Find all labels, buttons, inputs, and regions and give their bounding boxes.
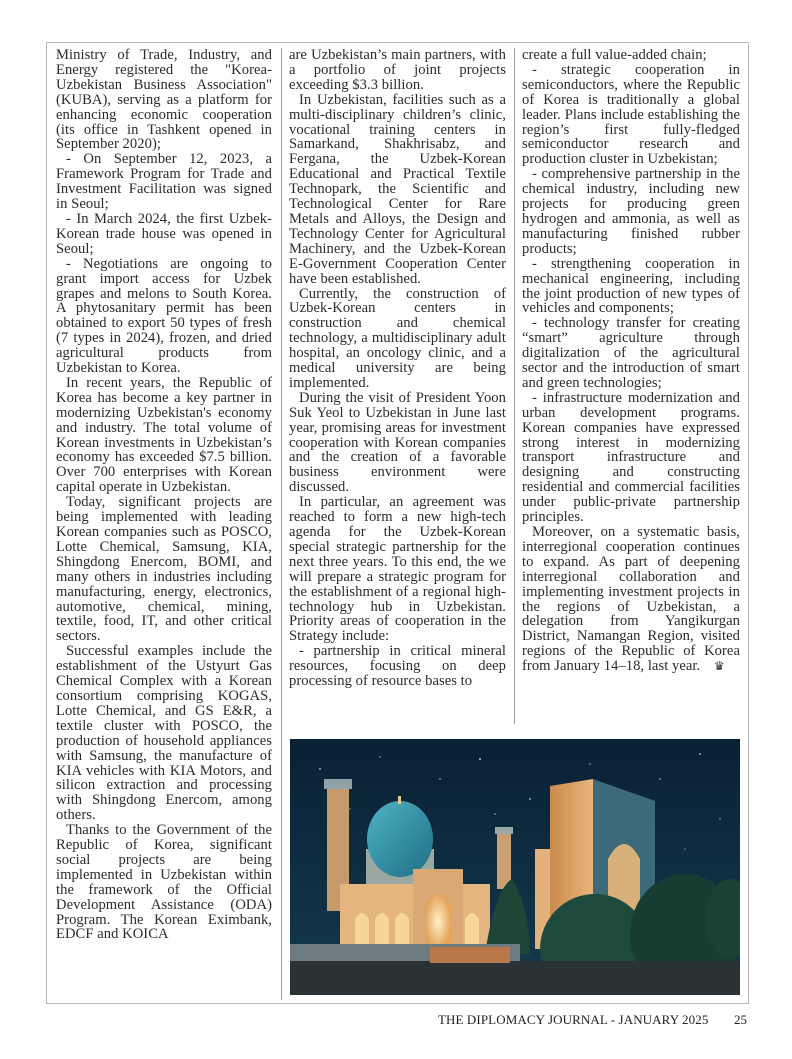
paragraph: - In March 2024, the first Uzbek-Korean trade house was opened in Seoul; (56, 210, 272, 257)
end-of-article-ornament-icon: ♛ (713, 659, 725, 674)
column-divider (281, 48, 282, 1000)
paragraph: In Uzbekistan, facilities such as a multi-disciplinary children’s clinic, vocational training centers in Samarkand, Shakhrisabz, and Fergana, the Uzbek-Korean Educational and Practical Textile Technopark, the Scientific and Technological Center for Rare Metals and Alloys, the Design and Technology Center for Agricultural Machinery, and the Uzbek-Korean E-Government Cooperation Center have been established. (289, 91, 506, 287)
paragraph: - On September 12, 2023, a Framework Program for Trade and Investment Facilitation was signed in Seoul; (56, 151, 272, 213)
paragraph: - strengthening cooperation in mechanical engineering, including the joint production of new types of vehicles and components; (522, 255, 740, 317)
paragraph: - technology transfer for creating “smart” agriculture through digitalization of the agricultural sector and the introduction of smart and green technologies; (522, 315, 740, 391)
paragraph: Ministry of Trade, Industry, and Energy registered the "Korea-Uzbekistan Business Association" (KUBA), serving as a platform for enhancing economic cooperation (its office in Tashkent opened in September 2020); (56, 47, 272, 153)
paragraph: - comprehensive partnership in the chemical industry, including new projects for producing green hydrogen and ammonia, as well as manufacturing finished rubber products; (522, 166, 740, 257)
column-divider (514, 48, 515, 724)
article-column-1 (56, 48, 272, 942)
paragraph: - Negotiations are ongoing to grant import access for Uzbek grapes and melons to South Korea. A phytosanitary permit has been obtained to export 50 types of fresh (7 types in 2024), frozen, and dried agricultural products from Uzbekistan to Korea. (56, 255, 272, 377)
paragraph: During the visit of President Yoon Suk Yeol to Uzbekistan in June last year, promising areas for investment cooperation with Korean companies and the creation of a favorable business environment were discussed. (289, 389, 506, 496)
paragraph: - strategic cooperation in semiconductors, where the Republic of Korea is traditionally a global leader. Plans include establishing the region’s first fully-fledged semiconductor research and production cluster in Uzbekistan; (522, 61, 740, 168)
gur-e-amir-night-photo (290, 739, 740, 995)
article-photo (290, 739, 740, 995)
paragraph: Successful examples include the establishment of the Ustyurt Gas Chemical Complex with a Korean consortium comprising KOGAS, Lotte Chemical, and GS E&R, a textile cluster with POSCO, the production of household appliances with Samsung, the manufacture of KIA vehicles with KIA Motors, and silicon extraction and processing with Shingdong Enercom, among others. (56, 643, 272, 824)
publication-footer: THE DIPLOMACY JOURNAL - JANUARY 2025 (438, 1012, 709, 1027)
paragraph: In recent years, the Republic of Korea has become a key partner in modernizing Uzbekistan's economy and industry. The total volume of Korean investments in Uzbekistan’s economy has exceeded $7.5 billion. Over 700 enterprises with Korean capital operate in Uzbekistan. (56, 374, 272, 496)
paragraph: - partnership in critical mineral resources, focusing on deep processing of resource bases to (289, 643, 506, 690)
paragraph: - infrastructure modernization and urban development programs. Korean companies have expressed strong interest in modernizing transport infrastructure and designing and constructing residential and commercial facilities under public-private partnership principles. (522, 389, 740, 526)
article-column-2 (289, 48, 506, 689)
article-column-3 (522, 48, 740, 674)
paragraph: Today, significant projects are being implemented with leading Korean companies such as POSCO, Lotte Chemical, Samsung, KIA, Shingdong Enercom, BOMI, and many others in industries including manufacturing, energy, electronics, automotive, chemical, mining, textile, food, IT, and other critical sectors. (56, 494, 272, 645)
paragraph: Currently, the construction of Uzbek-Korean centers in construction and chemical technology, a multidisciplinary adult hospital, an oncology clinic, and a medical university are being implemented. (289, 285, 506, 391)
paragraph: are Uzbekistan’s main partners, with a portfolio of joint projects exceeding $3.3 billion. (289, 47, 506, 93)
page-number: 25 (734, 1012, 747, 1027)
paragraph: In particular, an agreement was reached to form a new high-tech agenda for the Uzbek-Korean special strategic partnership for the next three years. To this end, the we will prepare a strategic program for the establishment of a regional high-technology hub in Uzbekistan. Priority areas of cooperation in the Strategy include: (289, 494, 506, 645)
paragraph: create a full value-added chain; (522, 47, 707, 63)
paragraph: Moreover, on a systematic basis, interregional cooperation continues to expand. As part of deepening interregional collaboration and implementing investment projects in the regions of Uzbekistan, a delegation from Yangikurgan District, Namangan Region, visited regions of the Republic of Korea from January 14–18, last year. (522, 524, 740, 675)
paragraph: Thanks to the Government of the Republic of Korea, significant social projects are being implemented in Uzbekistan within the framework of the Official Development Assistance (ODA) Program. The Korean Eximbank, EDCF and KOICA (56, 822, 272, 943)
